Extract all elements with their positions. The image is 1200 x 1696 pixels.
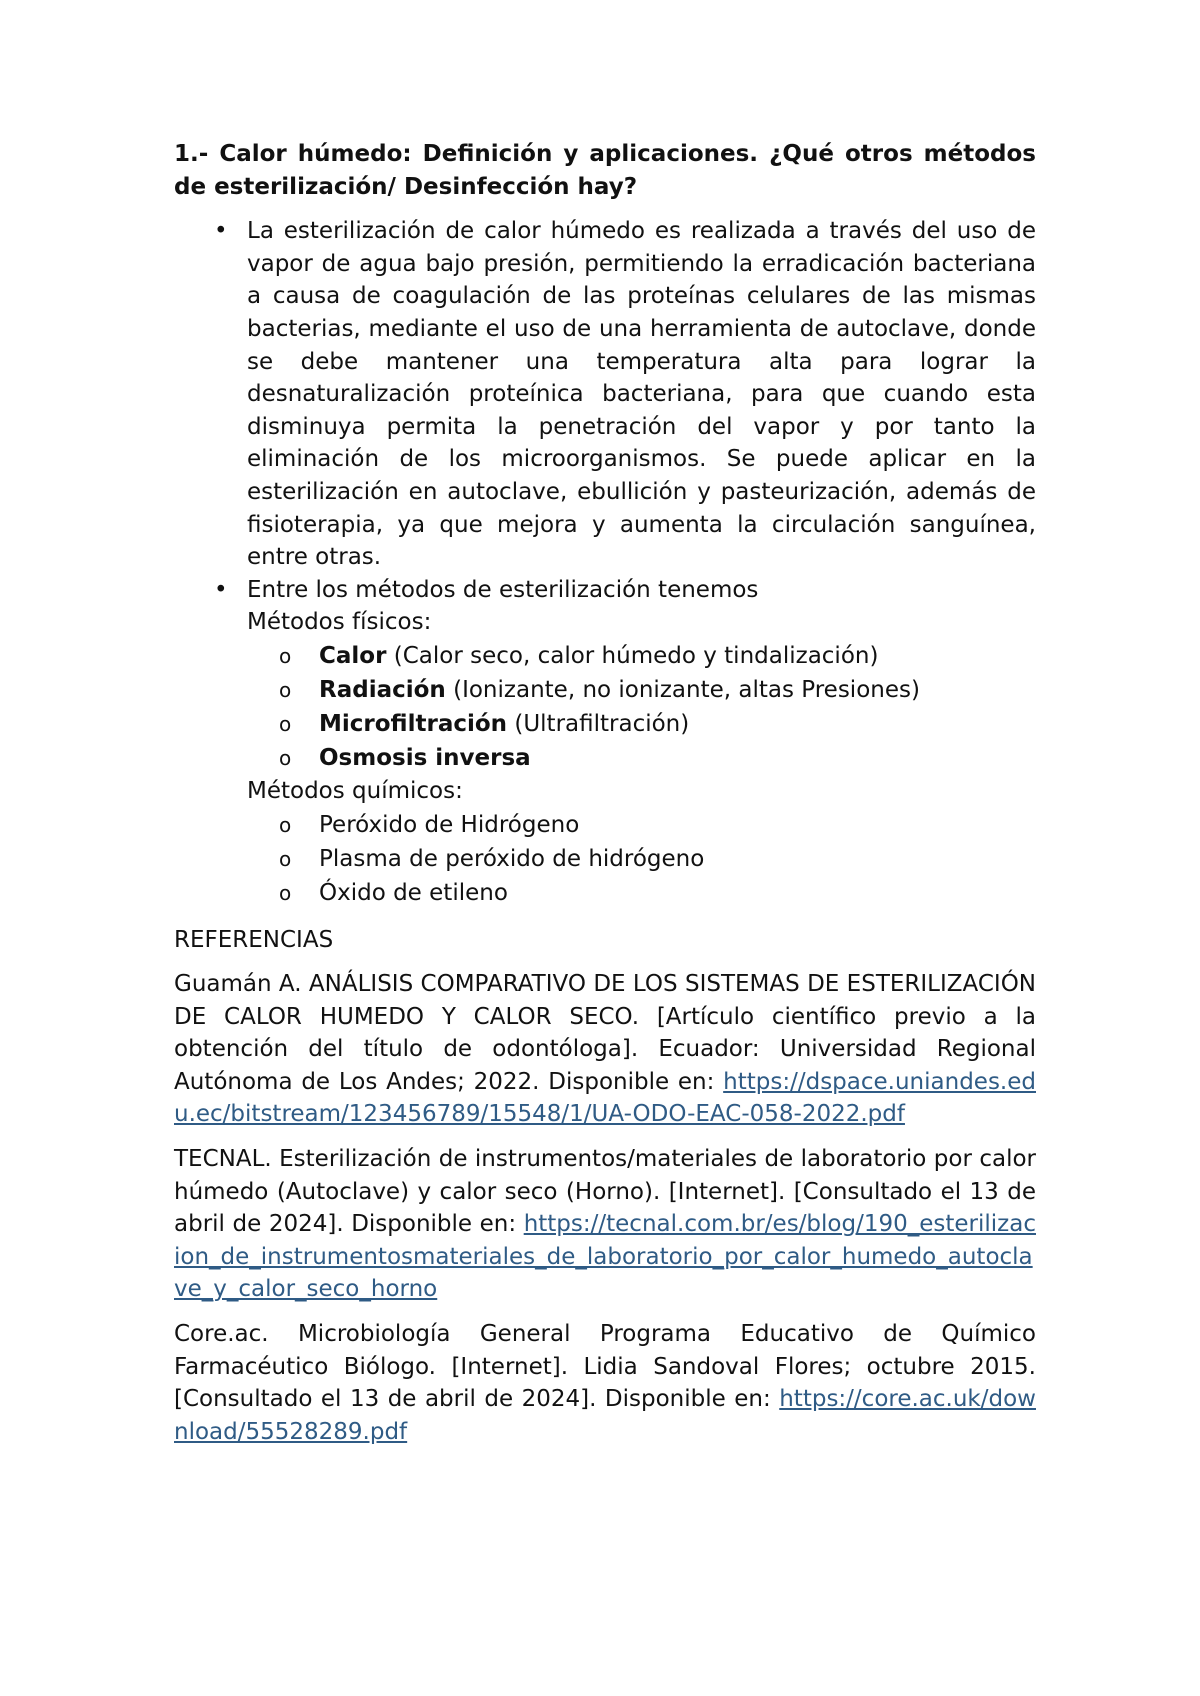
reference-item xyxy=(174,1143,1036,1306)
circle-bullet-icon: o xyxy=(279,677,292,702)
reference-text: TECNAL. Esterilización de instrumentos/materiales de laboratorio por calor húmedo (Autoclave) y calor seco (Horno). [Internet]. [Consultado el 13 de abril de 2024]. Disponible en: xyxy=(174,1146,1036,1238)
list-item xyxy=(247,639,1036,673)
list-item xyxy=(247,876,1036,910)
chemical-methods-list xyxy=(247,808,1036,910)
bullet-item-definition xyxy=(174,215,1036,574)
physical-methods-list xyxy=(247,639,1036,775)
section-heading: 1.- Calor húmedo: Definición y aplicaciones. ¿Qué otros métodos de esterilización/ Desinfección hay? xyxy=(174,141,1036,200)
circle-bullet-icon: o xyxy=(279,711,292,736)
bullet-item-methods xyxy=(174,574,1036,910)
circle-bullet-icon: o xyxy=(279,643,292,668)
list-item xyxy=(247,741,1036,775)
method-detail: (Ionizante, no ionizante, altas Presiones) xyxy=(445,676,920,703)
reference-link[interactable]: https://dspace.uniandes.edu.ec/bitstream/123456789/15548/1/UA-ODO-EAC-058-2022.pdf xyxy=(174,1068,1036,1128)
method-name: Peróxido de Hidrógeno xyxy=(319,811,580,838)
definition-paragraph: La esterilización de calor húmedo es realizada a través del uso de vapor de agua bajo presión, permitiendo la erradicación bacteriana a causa de coagulación de las proteínas celulares de las mismas bacterias, mediante el uso de una herramienta de autoclave, donde se debe mantener una temperatura alta para lograr la desnaturalización proteínica bacteriana, para que cuando esta disminuya permita la penetración del vapor y por tanto la eliminación de los microorganismos. Se puede aplicar en la esterilización en autoclave, ebullición y pasteurización, además de fisioterapia, ya que mejora y aumenta la circulación sanguínea, entre otras. xyxy=(247,218,1036,571)
list-item xyxy=(247,842,1036,876)
reference-text: Core.ac. Microbiología General Programa Educativo de Químico Farmacéutico Biólogo. [Internet]. Lidia Sandoval Flores; octubre 2015. [Consultado el 13 de abril de 2024]. Disponible en: xyxy=(174,1321,1036,1413)
reference-item xyxy=(174,968,1036,1131)
method-name: Radiación xyxy=(319,676,446,703)
circle-bullet-icon: o xyxy=(279,745,292,770)
methods-intro: Entre los métodos de esterilización tenemos xyxy=(247,576,759,603)
circle-bullet-icon: o xyxy=(279,812,292,837)
method-detail: (Ultrafiltración) xyxy=(507,710,690,737)
method-name: Microfiltración xyxy=(319,710,508,737)
chemical-methods-label: Métodos químicos: xyxy=(247,777,463,804)
circle-bullet-icon: o xyxy=(279,880,292,905)
reference-link[interactable]: https://core.ac.uk/download/55528289.pdf xyxy=(174,1386,1036,1445)
method-name: Calor xyxy=(319,642,387,669)
method-name: Óxido de etileno xyxy=(319,879,508,906)
physical-methods-label: Métodos físicos: xyxy=(247,609,432,636)
reference-item xyxy=(174,1318,1036,1448)
method-detail: (Calor seco, calor húmedo y tindalización) xyxy=(386,642,879,669)
references-title: REFERENCIAS xyxy=(174,926,334,953)
list-item xyxy=(247,707,1036,741)
list-item xyxy=(247,808,1036,842)
method-name: Osmosis inversa xyxy=(319,744,531,771)
list-item xyxy=(247,673,1036,707)
bullet-icon: • xyxy=(214,576,228,603)
reference-text: Guamán A. ANÁLISIS COMPARATIVO DE LOS SISTEMAS DE ESTERILIZACIÓN DE CALOR HUMEDO Y CALOR SECO. [Artículo científico previo a la obtención del título de odontóloga]. Ecuador: Universidad Regional Autónoma de Los Andes; 2022. Disponible en: xyxy=(174,971,1036,1095)
document-page xyxy=(174,138,1036,1460)
circle-bullet-icon: o xyxy=(279,846,292,871)
reference-link[interactable]: https://tecnal.com.br/es/blog/190_esterilizacion_de_instrumentosmateriales_de_laboratorio_por_calor_humedo_autoclave_y_calor_seco_horno xyxy=(174,1211,1036,1303)
bullet-list xyxy=(174,215,1036,909)
bullet-icon: • xyxy=(214,218,228,245)
method-name: Plasma de peróxido de hidrógeno xyxy=(319,845,705,872)
